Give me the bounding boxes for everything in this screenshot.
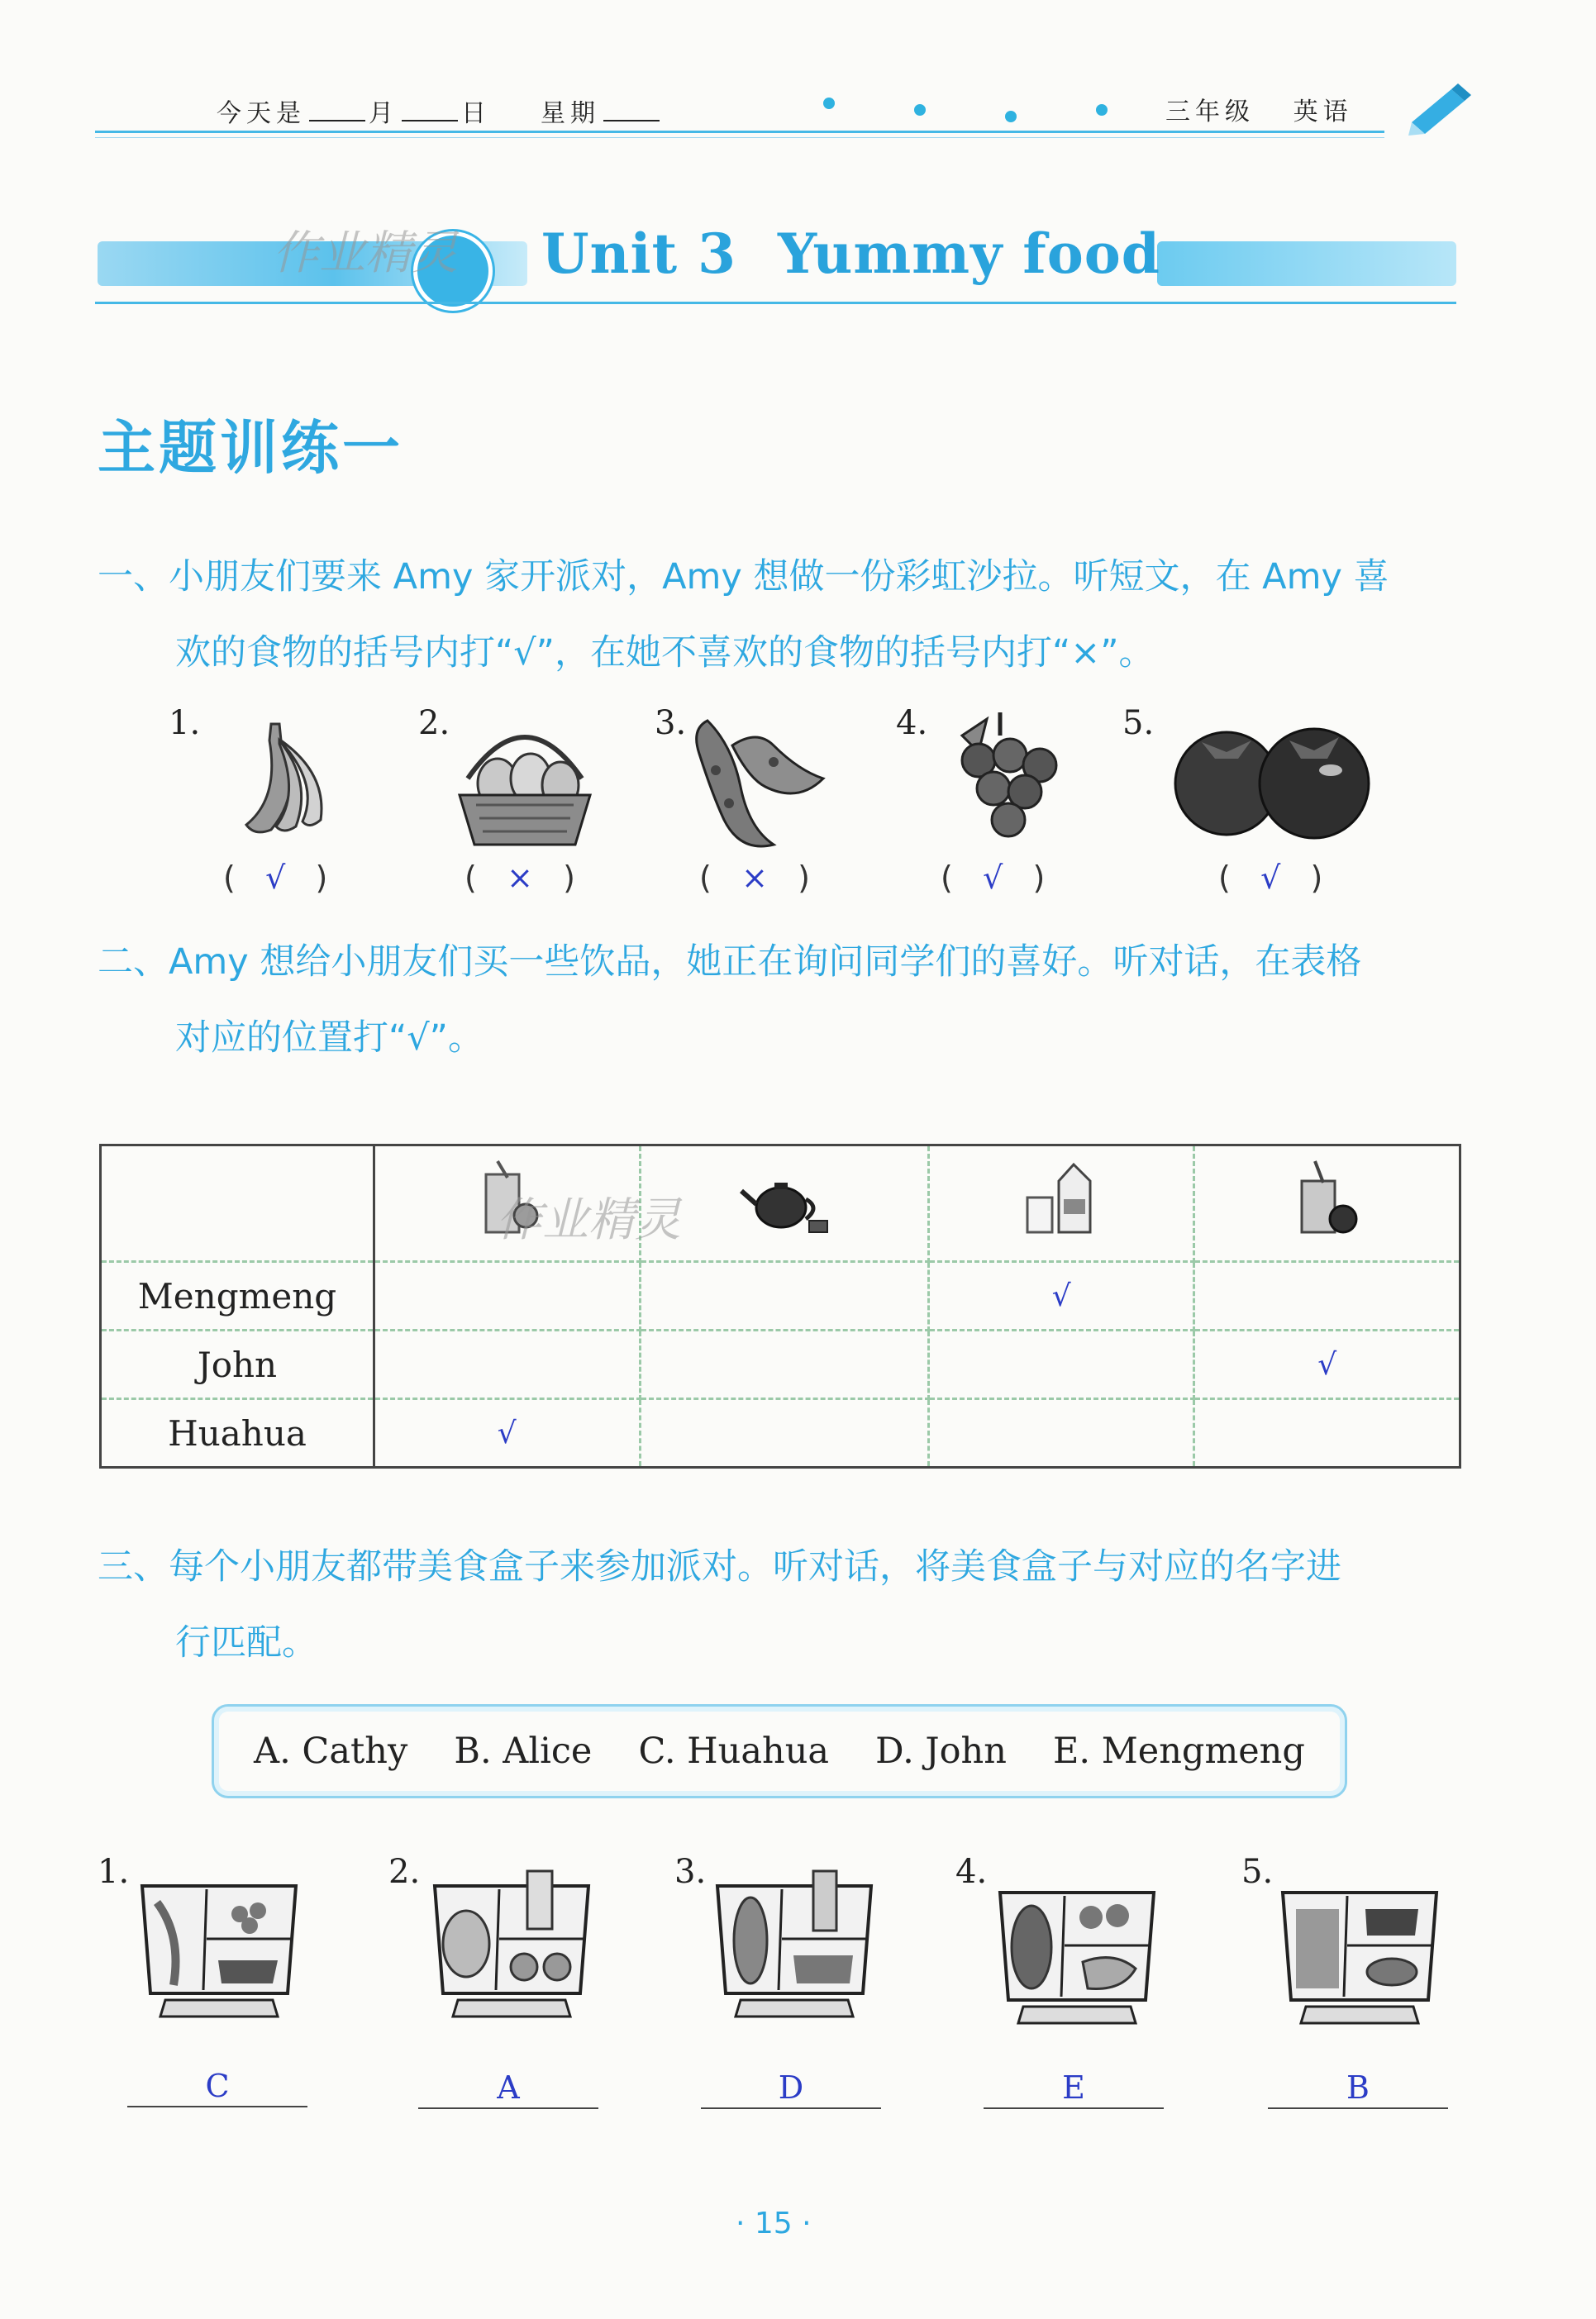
banana-icon bbox=[222, 716, 345, 840]
check-cell[interactable] bbox=[928, 1399, 1194, 1468]
check-cell[interactable] bbox=[640, 1262, 928, 1331]
day-label: 日 bbox=[461, 99, 491, 128]
egg-basket-icon bbox=[451, 712, 598, 853]
table-row bbox=[101, 1399, 1460, 1468]
banner-rule bbox=[95, 302, 1456, 304]
name-option: E. Mengmeng bbox=[1053, 1731, 1305, 1772]
check-cell[interactable] bbox=[374, 1331, 641, 1399]
q3-line2: 行匹配。 bbox=[175, 1622, 317, 1664]
match-answer-2[interactable]: A bbox=[418, 2068, 598, 2109]
q2-text-1: Amy 想给小朋友们买一些饮品，她正在询问同学们的喜好。听对话，在表格 bbox=[169, 941, 1362, 983]
name-option: C. Huahua bbox=[638, 1731, 830, 1772]
name-option: B. Alice bbox=[454, 1731, 593, 1772]
q1-mark[interactable]: × bbox=[741, 860, 768, 896]
date-line bbox=[217, 93, 663, 129]
q1-line1 bbox=[98, 539, 1389, 615]
grapes-icon bbox=[929, 702, 1078, 851]
q1-number: 一、 bbox=[98, 556, 169, 598]
watermark: 作业精灵 bbox=[496, 1193, 681, 1247]
apple-juice-icon bbox=[1282, 1158, 1373, 1240]
q1-answer-1: ( √ ) bbox=[223, 860, 328, 896]
match-answer-1[interactable]: C bbox=[127, 2066, 307, 2107]
q1-mark[interactable]: √ bbox=[983, 860, 1003, 896]
food-box-icon bbox=[1273, 1876, 1446, 2033]
match-answer-3[interactable]: D bbox=[701, 2068, 881, 2109]
q1-item-number: 5. bbox=[1122, 704, 1155, 742]
decor-dot bbox=[914, 104, 926, 116]
check-cell[interactable] bbox=[1194, 1399, 1460, 1468]
bean-pod-icon bbox=[683, 712, 830, 853]
row-name: Huahua bbox=[101, 1399, 374, 1468]
q1-answer-2: ( × ) bbox=[465, 860, 575, 896]
box-number: 4. bbox=[955, 1853, 988, 1891]
month-blank[interactable] bbox=[309, 98, 365, 121]
tea-header bbox=[640, 1145, 928, 1262]
q1-text-1: 小朋友们要来 Amy 家开派对，Amy 想做一份彩虹沙拉。听短文，在 Amy 喜 bbox=[169, 556, 1389, 598]
food-box-icon bbox=[425, 1869, 598, 2026]
q1-item-number: 4. bbox=[896, 704, 928, 742]
teapot-icon bbox=[735, 1158, 834, 1240]
check-cell[interactable] bbox=[640, 1331, 928, 1399]
match-answer-5[interactable]: B bbox=[1268, 2068, 1448, 2109]
q3-number: 三、 bbox=[98, 1546, 169, 1588]
header-rule bbox=[95, 131, 1384, 133]
q1-mark[interactable]: × bbox=[507, 860, 533, 896]
month-label: 月 bbox=[369, 99, 398, 128]
unit-label: Unit 3 bbox=[541, 221, 737, 286]
q1-line2: 欢的食物的括号内打“√”，在她不喜欢的食物的括号内打“×”。 bbox=[175, 632, 1155, 674]
box-number: 1. bbox=[98, 1853, 130, 1891]
box-number: 5. bbox=[1241, 1853, 1274, 1891]
grade-subject bbox=[1165, 91, 1353, 127]
watermark: 作业精灵 bbox=[273, 226, 458, 280]
q1-answer-3: ( × ) bbox=[699, 860, 810, 896]
food-box-icon bbox=[990, 1876, 1164, 2033]
table-corner bbox=[101, 1145, 374, 1262]
decor-dot bbox=[1096, 104, 1108, 116]
name-option: A. Cathy bbox=[254, 1731, 408, 1772]
q2-line1 bbox=[98, 924, 1361, 1000]
section-title: 主题训练一 bbox=[98, 414, 403, 482]
table-row bbox=[101, 1262, 1460, 1331]
decor-dot bbox=[1005, 111, 1017, 122]
food-box-icon bbox=[132, 1869, 306, 2026]
row-name: Mengmeng bbox=[101, 1262, 374, 1331]
name-option: D. John bbox=[875, 1731, 1007, 1772]
header-rule-thin bbox=[95, 137, 1384, 138]
day-blank[interactable] bbox=[402, 98, 458, 121]
check-cell[interactable]: √ bbox=[928, 1262, 1194, 1331]
banner-right-stripe bbox=[1157, 241, 1456, 286]
subject-label: 英语 bbox=[1293, 98, 1353, 126]
q1-answer-4: ( √ ) bbox=[941, 860, 1046, 896]
milk-header bbox=[928, 1145, 1194, 1262]
drinks-table bbox=[99, 1144, 1461, 1469]
check-cell[interactable] bbox=[1194, 1262, 1460, 1331]
grade-label: 三年级 bbox=[1165, 98, 1255, 126]
weekday-blank[interactable] bbox=[603, 98, 660, 121]
q1-answer-5: ( √ ) bbox=[1218, 860, 1323, 896]
milk-carton-icon bbox=[1016, 1158, 1107, 1240]
match-answer-4[interactable]: E bbox=[984, 2068, 1164, 2109]
q3-text-1: 每个小朋友都带美食盒子来参加派对。听对话，将美食盒子与对应的名字进 bbox=[169, 1546, 1341, 1588]
box-number: 3. bbox=[674, 1853, 707, 1891]
check-cell[interactable] bbox=[374, 1262, 641, 1331]
q1-item-number: 1. bbox=[169, 704, 201, 742]
q2-number: 二、 bbox=[98, 941, 169, 983]
check-cell[interactable]: √ bbox=[1194, 1331, 1460, 1399]
q2-line2: 对应的位置打“√”。 bbox=[175, 1017, 484, 1059]
unit-heading bbox=[541, 221, 1160, 286]
box-number: 2. bbox=[388, 1853, 421, 1891]
food-box-icon bbox=[707, 1869, 881, 2026]
q1-mark[interactable]: √ bbox=[265, 860, 286, 896]
apple-juice-header bbox=[1194, 1145, 1460, 1262]
check-cell[interactable]: √ bbox=[374, 1399, 641, 1468]
table-row bbox=[101, 1331, 1460, 1399]
q3-line1 bbox=[98, 1529, 1341, 1605]
q1-item-number: 3. bbox=[655, 704, 687, 742]
decor-dot bbox=[823, 98, 835, 109]
unit-title: Yummy food bbox=[778, 221, 1160, 286]
q1-mark[interactable]: √ bbox=[1260, 860, 1281, 896]
row-name: John bbox=[101, 1331, 374, 1399]
name-options-box bbox=[212, 1704, 1347, 1798]
page-number: · 15 · bbox=[736, 2207, 812, 2240]
pencil-icon bbox=[1405, 79, 1471, 137]
q1-item-number: 2. bbox=[418, 704, 450, 742]
date-today-label: 今天是 bbox=[217, 99, 306, 128]
tomato-icon bbox=[1169, 712, 1375, 845]
weekday-label: 星期 bbox=[541, 99, 600, 128]
check-cell[interactable] bbox=[928, 1331, 1194, 1399]
check-cell[interactable] bbox=[640, 1399, 928, 1468]
